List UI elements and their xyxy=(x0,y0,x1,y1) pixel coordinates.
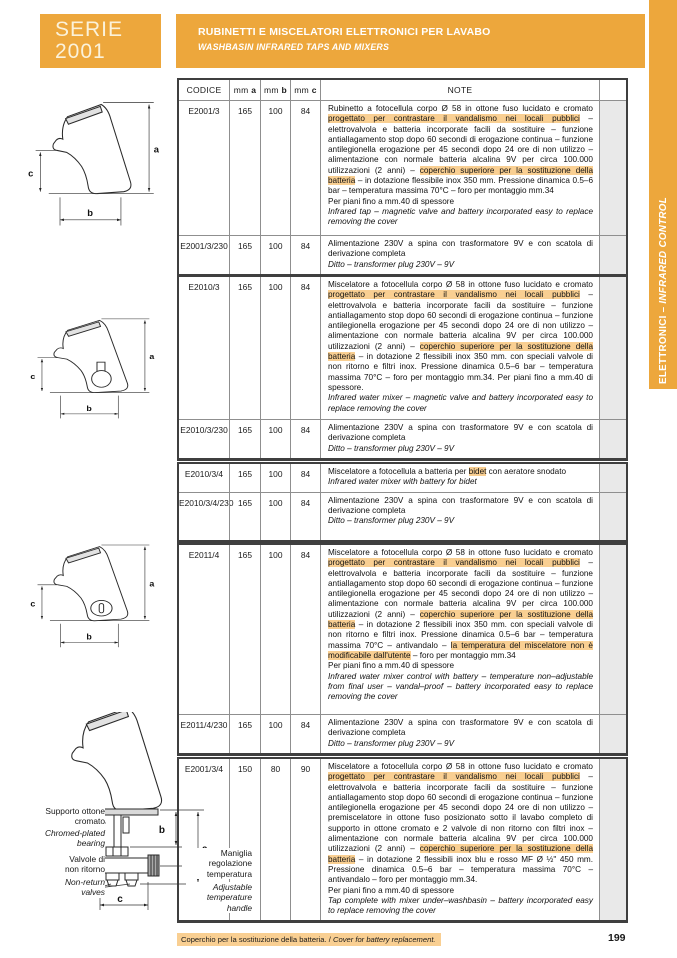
spec-table-1 xyxy=(177,78,628,277)
codice-cell: E2011/4/230 xyxy=(180,720,228,730)
series-badge xyxy=(40,14,161,68)
section-tab-label xyxy=(658,197,669,384)
note-text: Miscelatore a fotocellula a batteria per xyxy=(328,467,469,476)
dimension-label-b: b xyxy=(158,825,165,836)
note-text: Miscelatore a fotocellula corpo Ø 58 in ottone fuso lucidato e cromato xyxy=(328,762,593,771)
note-text: – foro per montaggio mm.34 xyxy=(410,650,516,660)
table-row xyxy=(179,464,626,492)
mm-c-cell: 84 xyxy=(290,101,320,235)
note-text: – in dotazione 2 flessibili inox 350 mm. con speciali valvole di non ritorno e filtri inox. Pressione dinamica 0.5–6 bar – temperatura massima 70°C – foro per montaggio mm.34. Per piani fino a mm.40 di spessore. xyxy=(328,352,593,392)
shaded-empty-cell xyxy=(599,759,626,920)
note-cell xyxy=(320,277,599,419)
callout-line: temperatura xyxy=(206,868,252,879)
codice-cell: E2010/3 xyxy=(188,282,220,292)
mm-c-cell: 84 xyxy=(290,464,320,492)
callout-maniglia-it xyxy=(186,848,252,879)
note-text: Infrared water mixer – magnetic valve and battery incorporated easy to replace removing the cover xyxy=(328,393,593,413)
callout-line: Adjustable xyxy=(212,882,252,892)
section-tab-label-normal: ELETTRONICI – xyxy=(658,303,669,384)
shaded-empty-cell xyxy=(599,277,626,419)
spec-table-2 xyxy=(177,275,628,461)
note-cell xyxy=(320,420,599,458)
page-number: 199 xyxy=(608,932,626,944)
note-text: Alimentazione 230V a spina con trasformatore 9V e con scatola di derivazione completa xyxy=(328,423,593,443)
callout-line: valves xyxy=(81,887,105,898)
note-text: Miscelatore a fotocellula corpo Ø 58 in ottone fuso lucidato e cromato xyxy=(328,548,593,557)
codice-cell: E2001/3/4 xyxy=(184,764,224,774)
note-text: Alimentazione 230V a spina con trasformatore 9V e con scatola di derivazione completa xyxy=(328,495,593,515)
highlighted-note-text: coperchio superiore per la sostituzione della batteria xyxy=(328,844,593,864)
callout-line: non ritorno xyxy=(64,864,105,875)
note-cell xyxy=(320,545,599,714)
series-number: 2001 xyxy=(55,40,106,63)
table-row xyxy=(179,545,626,714)
callout-valvole-en xyxy=(16,877,105,898)
mm-b-cell: 100 xyxy=(260,493,290,540)
callout-line: handle xyxy=(226,902,252,913)
page-subtitle: WASHBASIN INFRARED TAPS AND MIXERS xyxy=(198,42,390,52)
note-text: Alimentazione 230V a spina con trasformatore 9V e con scatola di derivazione completa xyxy=(328,239,593,259)
codice-cell: E2001/3 xyxy=(188,106,220,116)
note-text: Ditto – transformer plug 230V – 9V xyxy=(328,738,455,748)
mm-a-cell: 150 xyxy=(229,759,260,920)
note-text: – in dotazione 2 flessibili inox 350 mm. con speciali valvole di non ritorno e filtri inox. Pressione dinamica 0.5–6 bar – temperatura massima 70°C – antivandalo – xyxy=(328,620,593,650)
note-text: Rubinetto a fotocellula corpo Ø 58 in ottone fuso lucidato e cromato xyxy=(328,104,593,113)
mm-a-cell: 165 xyxy=(229,420,260,458)
mm-b-cell: 100 xyxy=(260,236,290,274)
mm-b-cell: 80 xyxy=(260,759,290,920)
footer-note-it: Coperchio per la sostituzione della batteria. xyxy=(181,935,327,944)
footer-note-en: Cover for battery replacement. xyxy=(332,935,436,944)
tap-drawing-knob xyxy=(18,312,160,426)
mm-c-cell: 84 xyxy=(290,420,320,458)
note-cell xyxy=(320,493,599,540)
highlighted-note-text: bidet xyxy=(468,467,487,476)
callout-valvole-it xyxy=(16,854,105,875)
note-text: Per piani fino a mm.40 di spessore xyxy=(328,661,455,671)
highlighted-note-text: progettato per contrastare il vandalismo nei locali pubblici xyxy=(328,114,580,124)
table-row xyxy=(179,419,626,458)
mm-c-cell: 84 xyxy=(290,493,320,540)
dimension-label-b: b xyxy=(87,208,93,219)
dimension-label-c: c xyxy=(30,599,36,609)
dimension-label-a: a xyxy=(149,352,155,361)
mm-b-cell: 100 xyxy=(260,277,290,419)
dimension-label-b: b xyxy=(86,404,92,413)
mm-b-cell: 100 xyxy=(260,545,290,714)
table-row xyxy=(179,277,626,419)
dimension-label-c: c xyxy=(30,372,36,381)
section-tab xyxy=(649,0,677,389)
note-text: Ditto – transformer plug 230V – 9V xyxy=(328,443,455,453)
note-text: Ditto – transformer plug 230V – 9V xyxy=(328,516,455,526)
header-codice: CODICE xyxy=(186,85,222,95)
note-text: – elettrovalvola e batteria incorporate facili da sostituire – funzione antiallagamento stop dopo 60 secondi di erogazione continua – funzione antilegionella erogazione per 45 secondi dopo 24 ore di non utilizzo – alimentazione con normale batteria alcalina 9V per circa 100.000 utilizzazioni (2 anni) – xyxy=(328,558,593,619)
mm-a-cell: 165 xyxy=(229,464,260,492)
highlighted-note-text: progettato per contrastare il vandalismo nei locali pubblici xyxy=(328,290,580,300)
note-text: Alimentazione 230V a spina con trasformatore 9V e con scatola di derivazione completa xyxy=(328,718,593,738)
callout-supporto-en xyxy=(16,828,105,849)
table-row xyxy=(179,100,626,235)
highlighted-note-text: progettato per contrastare il vandalismo nei locali pubblici xyxy=(328,772,580,782)
callout-supporto-it xyxy=(16,806,105,827)
mm-b-cell: 100 xyxy=(260,101,290,235)
highlighted-note-text: progettato per contrastare il vandalismo nei locali pubblici xyxy=(328,558,580,568)
header-note: NOTE xyxy=(320,80,599,100)
series-name: SERIE xyxy=(55,18,124,41)
callout-line: bearing xyxy=(77,838,105,849)
note-cell xyxy=(320,759,599,920)
section-tab-label-italic: INFRARED CONTROL xyxy=(658,197,669,304)
mm-b-cell: 100 xyxy=(260,715,290,753)
note-text: Ditto – transformer plug 230V – 9V xyxy=(328,259,455,269)
mm-c-cell: 84 xyxy=(290,715,320,753)
mm-a-cell: 165 xyxy=(229,545,260,714)
highlighted-note-text: la temperatura del miscelatore non è modificabile dall'utente xyxy=(328,640,593,660)
note-text: Per piani fino a mm.40 di spessore xyxy=(328,196,455,206)
dimension-label-c: c xyxy=(28,168,34,179)
note-text: Tap complete with mixer under–washbasin – battery incorporated easy to replace removing the cover xyxy=(328,895,593,916)
note-text: – elettrovalvola e batteria incorporate facili da sostituire – funzione antiallagamento stop dopo 60 secondi di erogazione continua – funzione antilegionella erogazione per 45 secondi dopo 24 ore di non utilizzo – premiscelatore in ottone fuso posizionato sotto il lavabo completo di supporto in ottone cromato e 2 valvole di non ritorno con filtri inox – alimentazione con normale batteria alcalina 9V per circa 100.000 utilizzazioni (2 anni) – xyxy=(328,772,593,854)
shaded-empty-cell xyxy=(599,236,626,274)
codice-cell: E2010/3/4/230 xyxy=(179,497,234,508)
shaded-empty-cell xyxy=(599,545,626,714)
table-row xyxy=(179,492,626,540)
header-mm-b: mm b xyxy=(260,80,290,100)
highlighted-note-text: coperchio superiore per la sostituzione della batteria xyxy=(328,165,593,186)
note-text: con aeratore snodato xyxy=(486,467,567,476)
note-text: – elettrovalvola e batteria incorporate facili da sostituire – funzione antiallagamento stop dopo 60 secondi di erogazione continua – funzione antilegionella erogazione per 45 secondi dopo 24 ore di non utilizzo – alimentazione con normale batteria alcalina 9V per circa 100.000 utilizzazioni (2 anni) – xyxy=(328,114,593,175)
callout-line: Chromed-plated xyxy=(44,828,105,838)
note-text: – elettrovalvola e batteria incorporate facili da sostituire – funzione antiallagamento stop dopo 60 secondi di erogazione continua – funzione antilegionella erogazione per 45 secondi dopo 24 ore di non utilizzo – alimentazione con normale batteria alcalina 9V per circa 100.000 utilizzazioni (2 anni) – xyxy=(328,290,593,351)
note-text: Infrared tap – magnetic valve and battery incorporated easy to replace removing the cover xyxy=(328,206,593,227)
footer-note-separator: / xyxy=(326,935,333,944)
page-header xyxy=(176,14,645,68)
mm-b-cell: 100 xyxy=(260,420,290,458)
header-empty xyxy=(599,80,626,100)
note-text: Miscelatore a fotocellula corpo Ø 58 in ottone fuso lucidato e cromato xyxy=(328,280,593,289)
highlighted-note-text: coperchio superiore per la sostituzione della batteria xyxy=(328,341,593,362)
note-cell xyxy=(320,236,599,274)
mm-c-cell: 84 xyxy=(290,236,320,274)
mm-a-cell: 165 xyxy=(229,277,260,419)
callout-line: Maniglia xyxy=(220,848,252,858)
mm-a-cell: 165 xyxy=(229,236,260,274)
dimension-label-c: c xyxy=(117,894,123,905)
table-header-row xyxy=(179,80,626,100)
codice-cell: E2011/4 xyxy=(188,550,220,560)
dimension-label-a: a xyxy=(153,144,159,155)
mm-c-cell: 84 xyxy=(290,545,320,714)
note-text: – in dotazione 2 flessibili inox blu e rosso MF Ø ½" 450 mm. Pressione dinamica 0.5–6 bar – temperatura massima 70°C – antivandalo – foro per montaggio mm.34. xyxy=(328,854,593,885)
codice-cell: E2010/3/230 xyxy=(180,425,228,435)
note-cell xyxy=(320,464,599,492)
callout-line: temperature xyxy=(206,892,252,903)
mm-a-cell: 165 xyxy=(229,493,260,540)
note-text: Infrared water mixer with battery for bidet xyxy=(328,477,477,487)
shaded-empty-cell xyxy=(599,493,626,540)
spec-table-3 xyxy=(177,462,628,543)
note-text: – in dotazione flessibile inox 350 mm. Pressione dinamica 0.5–6 bar – temperatura massima 70°C – foro per montaggio mm.34 xyxy=(328,176,593,196)
note-text: Per piani fino a mm.40 di spessore xyxy=(328,885,455,895)
dimension-label-a: a xyxy=(149,578,155,589)
shaded-empty-cell xyxy=(599,715,626,753)
callout-line: regolazione xyxy=(208,858,252,869)
note-cell xyxy=(320,101,599,235)
callout-line: Non-return xyxy=(64,877,105,887)
tap-drawing-slot xyxy=(18,538,160,655)
header-mm-a: mm a xyxy=(229,80,260,100)
callout-maniglia-en xyxy=(186,882,252,913)
dimension-label-b: b xyxy=(86,631,92,642)
page-title: RUBINETTI E MISCELATORI ELETTRONICI PER LAVABO xyxy=(198,26,491,38)
note-text: Infrared water mixer control with battery – temperature non–adjustable from final user – vandal–proof – battery incorporated easy to replace removing the cover xyxy=(328,671,593,702)
table-row xyxy=(179,235,626,274)
mm-a-cell: 165 xyxy=(229,715,260,753)
shaded-empty-cell xyxy=(599,464,626,492)
mm-c-cell: 90 xyxy=(290,759,320,920)
callout-line: cromato xyxy=(74,816,105,827)
codice-cell: E2010/3/4 xyxy=(184,469,224,479)
footer-battery-note xyxy=(177,933,441,946)
callout-line: Supporto ottone xyxy=(45,806,105,816)
codice-cell: E2001/3/230 xyxy=(180,241,228,251)
highlighted-note-text: coperchio superiore per la sostituzione della batteria xyxy=(328,609,593,630)
mm-b-cell: 100 xyxy=(260,464,290,492)
shaded-empty-cell xyxy=(599,101,626,235)
tap-drawing-basic xyxy=(15,92,165,237)
mm-a-cell: 165 xyxy=(229,101,260,235)
note-cell xyxy=(320,715,599,753)
callout-line: Valvole di xyxy=(69,854,105,864)
header-mm-c: mm c xyxy=(290,80,320,100)
shaded-empty-cell xyxy=(599,420,626,458)
mm-c-cell: 84 xyxy=(290,277,320,419)
